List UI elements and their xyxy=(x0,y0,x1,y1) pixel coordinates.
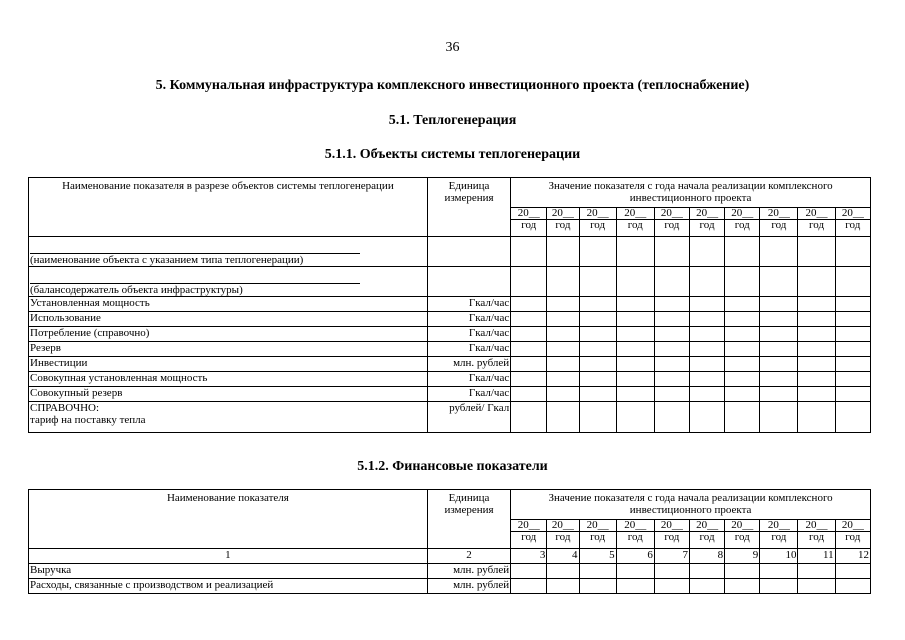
row-name: Установленная мощность xyxy=(29,297,428,312)
column-number: 2 xyxy=(427,549,510,564)
year-suffix: год xyxy=(655,219,689,231)
value-cell[interactable] xyxy=(835,387,870,402)
value-cell[interactable] xyxy=(835,564,870,579)
year-suffix: год xyxy=(725,219,759,231)
year-prefix: 20__ xyxy=(696,519,719,531)
year-suffix: год xyxy=(836,531,870,543)
table-row xyxy=(29,342,871,357)
table-row xyxy=(29,579,871,594)
value-cell[interactable] xyxy=(616,402,654,433)
value-cell[interactable] xyxy=(725,267,760,297)
year-prefix: 20__ xyxy=(586,207,609,219)
value-cell[interactable] xyxy=(835,267,870,297)
column-number: 6 xyxy=(616,549,654,564)
value-cell[interactable] xyxy=(654,579,689,594)
value-cell[interactable] xyxy=(511,564,547,579)
year-header-cell xyxy=(654,520,689,549)
value-cell[interactable] xyxy=(798,237,835,267)
year-header-cell xyxy=(798,208,835,237)
row-label: (наименование объекта с указанием типа теплогенерации) xyxy=(30,254,304,266)
row-unit: Гкал/час xyxy=(427,327,510,342)
value-cell[interactable] xyxy=(579,564,616,579)
year-prefix: 20__ xyxy=(731,207,754,219)
year-prefix: 20__ xyxy=(767,207,790,219)
value-cell[interactable] xyxy=(798,402,835,433)
value-cell[interactable] xyxy=(616,342,654,357)
value-cell[interactable] xyxy=(547,267,579,297)
value-cell[interactable] xyxy=(616,564,654,579)
row-name xyxy=(29,267,428,297)
row-unit xyxy=(427,267,510,297)
value-cell[interactable] xyxy=(798,387,835,402)
year-suffix: год xyxy=(511,219,546,231)
value-cell[interactable] xyxy=(689,327,724,342)
fill-in-line xyxy=(30,239,360,254)
column-number: 10 xyxy=(760,549,798,564)
year-header-cell xyxy=(654,208,689,237)
value-cell[interactable] xyxy=(579,579,616,594)
table1-title: 5.1.1. Объекты системы теплогенерации xyxy=(324,147,581,162)
value-cell[interactable] xyxy=(835,402,870,433)
value-cell[interactable] xyxy=(760,372,798,387)
value-cell[interactable] xyxy=(579,342,616,357)
value-cell[interactable] xyxy=(579,372,616,387)
table-row xyxy=(29,564,871,579)
value-cell[interactable] xyxy=(654,402,689,433)
year-suffix: год xyxy=(690,531,724,543)
row-name: Выручка xyxy=(29,564,428,579)
value-cell[interactable] xyxy=(725,237,760,267)
value-cell[interactable] xyxy=(654,387,689,402)
value-cell[interactable] xyxy=(579,357,616,372)
year-prefix: 20__ xyxy=(551,519,574,531)
value-cell[interactable] xyxy=(511,267,547,297)
value-cell[interactable] xyxy=(725,387,760,402)
value-cell[interactable] xyxy=(798,327,835,342)
year-header-cell xyxy=(547,208,579,237)
section-heading: 5. Коммунальная инфраструктура комплексного инвестиционного проекта (теплоснабжение) xyxy=(155,78,750,93)
value-cell[interactable] xyxy=(760,357,798,372)
table-row xyxy=(29,387,871,402)
value-cell[interactable] xyxy=(616,579,654,594)
row-unit: Гкал/час xyxy=(427,342,510,357)
year-prefix: 20__ xyxy=(586,519,609,531)
row-name: Расходы, связанные с производством и реализацией xyxy=(29,579,428,594)
value-cell[interactable] xyxy=(760,387,798,402)
row-label-2: тариф на поставку тепла xyxy=(30,414,146,426)
column-number: 8 xyxy=(689,549,724,564)
value-cell[interactable] xyxy=(511,327,547,342)
year-header-cell xyxy=(579,208,616,237)
table-row xyxy=(29,237,871,267)
value-cell[interactable] xyxy=(798,342,835,357)
value-cell[interactable] xyxy=(689,402,724,433)
row-unit: Гкал/час xyxy=(427,387,510,402)
row-unit: Гкал/час xyxy=(427,372,510,387)
value-cell[interactable] xyxy=(547,342,579,357)
col-header-unit: Единица измерения xyxy=(427,178,510,237)
year-prefix: 20__ xyxy=(841,519,864,531)
year-header-cell xyxy=(725,208,760,237)
row-name xyxy=(29,237,428,267)
value-cell[interactable] xyxy=(798,357,835,372)
value-cell[interactable] xyxy=(689,297,724,312)
year-suffix: год xyxy=(760,219,797,231)
row-name: Потребление (справочно) xyxy=(29,327,428,342)
year-suffix: год xyxy=(547,531,578,543)
value-cell[interactable] xyxy=(579,237,616,267)
value-cell[interactable] xyxy=(616,267,654,297)
year-suffix: год xyxy=(836,219,870,231)
value-cell[interactable] xyxy=(798,372,835,387)
value-cell[interactable] xyxy=(547,372,579,387)
year-prefix: 20__ xyxy=(731,519,754,531)
year-suffix: год xyxy=(580,219,616,231)
value-cell[interactable] xyxy=(835,237,870,267)
value-cell[interactable] xyxy=(725,402,760,433)
year-suffix: год xyxy=(798,219,834,231)
column-number: 7 xyxy=(654,549,689,564)
year-header-cell xyxy=(511,208,547,237)
year-suffix: год xyxy=(725,531,759,543)
subsection-heading: 5.1. Теплогенерация xyxy=(388,113,517,128)
row-name: Резерв xyxy=(29,342,428,357)
year-prefix: 20__ xyxy=(805,519,828,531)
value-cell[interactable] xyxy=(616,312,654,327)
value-cell[interactable] xyxy=(654,237,689,267)
value-cell[interactable] xyxy=(725,372,760,387)
value-cell[interactable] xyxy=(835,372,870,387)
value-cell[interactable] xyxy=(725,297,760,312)
value-cell[interactable] xyxy=(689,312,724,327)
value-cell[interactable] xyxy=(760,267,798,297)
value-cell[interactable] xyxy=(616,372,654,387)
value-cell[interactable] xyxy=(725,342,760,357)
year-header-cell xyxy=(689,520,724,549)
row-name: Совокупная установленная мощность xyxy=(29,372,428,387)
table-row xyxy=(29,372,871,387)
col-header-values: Значение показателя с года начала реализации комплексного инвестиционного проекта xyxy=(511,178,871,208)
row-unit: млн. рублей xyxy=(427,564,510,579)
value-cell[interactable] xyxy=(511,237,547,267)
year-header-cell xyxy=(547,520,579,549)
value-cell[interactable] xyxy=(511,357,547,372)
year-prefix: 20__ xyxy=(805,207,828,219)
table2-title: 5.1.2. Финансовые показатели xyxy=(357,459,548,474)
year-suffix: год xyxy=(580,531,616,543)
year-prefix: 20__ xyxy=(517,207,540,219)
column-number: 1 xyxy=(29,549,428,564)
value-cell[interactable] xyxy=(725,312,760,327)
row-unit: млн. рублей xyxy=(427,357,510,372)
value-cell[interactable] xyxy=(798,312,835,327)
value-cell[interactable] xyxy=(579,402,616,433)
value-cell[interactable] xyxy=(511,297,547,312)
value-cell[interactable] xyxy=(689,579,724,594)
row-unit: Гкал/час xyxy=(427,297,510,312)
year-suffix: год xyxy=(655,531,689,543)
col-header-name: Наименование показателя xyxy=(29,490,428,549)
year-header-cell xyxy=(725,520,760,549)
year-suffix: год xyxy=(798,531,834,543)
value-cell[interactable] xyxy=(689,357,724,372)
value-cell[interactable] xyxy=(654,297,689,312)
year-suffix: год xyxy=(617,219,654,231)
value-cell[interactable] xyxy=(547,402,579,433)
year-header-cell xyxy=(798,520,835,549)
value-cell[interactable] xyxy=(760,579,798,594)
value-cell[interactable] xyxy=(616,357,654,372)
row-name: Инвестиции xyxy=(29,357,428,372)
value-cell[interactable] xyxy=(511,372,547,387)
column-number: 9 xyxy=(725,549,760,564)
value-cell[interactable] xyxy=(654,357,689,372)
row-name: Использование xyxy=(29,312,428,327)
column-number: 11 xyxy=(798,549,835,564)
value-cell[interactable] xyxy=(654,564,689,579)
row-name xyxy=(29,402,428,433)
column-number: 12 xyxy=(835,549,870,564)
value-cell[interactable] xyxy=(798,564,835,579)
value-cell[interactable] xyxy=(654,327,689,342)
value-cell[interactable] xyxy=(835,342,870,357)
value-cell[interactable] xyxy=(760,402,798,433)
year-prefix: 20__ xyxy=(767,519,790,531)
value-cell[interactable] xyxy=(579,312,616,327)
row-unit: рублей/ Гкал xyxy=(427,402,510,433)
column-number: 5 xyxy=(579,549,616,564)
value-cell[interactable] xyxy=(725,357,760,372)
value-cell[interactable] xyxy=(835,312,870,327)
row-unit: Гкал/час xyxy=(427,312,510,327)
value-cell[interactable] xyxy=(511,387,547,402)
year-suffix: год xyxy=(760,531,797,543)
value-cell[interactable] xyxy=(760,297,798,312)
value-cell[interactable] xyxy=(511,312,547,327)
value-cell[interactable] xyxy=(579,387,616,402)
row-label: (балансодержатель объекта инфраструктуры) xyxy=(30,284,243,296)
table-row xyxy=(29,312,871,327)
col-header-unit: Единица измерения xyxy=(427,490,510,549)
value-cell[interactable] xyxy=(760,342,798,357)
value-cell[interactable] xyxy=(547,357,579,372)
value-cell[interactable] xyxy=(689,267,724,297)
year-header-cell xyxy=(579,520,616,549)
value-cell[interactable] xyxy=(616,297,654,312)
column-number: 3 xyxy=(511,549,547,564)
value-cell[interactable] xyxy=(760,312,798,327)
value-cell[interactable] xyxy=(547,312,579,327)
value-cell[interactable] xyxy=(725,564,760,579)
value-cell[interactable] xyxy=(689,387,724,402)
value-cell[interactable] xyxy=(547,297,579,312)
heat-generation-objects-table xyxy=(28,177,871,433)
value-cell[interactable] xyxy=(616,387,654,402)
value-cell[interactable] xyxy=(725,579,760,594)
page-number: 36 xyxy=(445,40,460,55)
table-row xyxy=(29,327,871,342)
row-unit xyxy=(427,237,510,267)
column-number: 4 xyxy=(547,549,579,564)
table-row xyxy=(29,357,871,372)
value-cell[interactable] xyxy=(654,372,689,387)
year-header-cell xyxy=(835,520,870,549)
value-cell[interactable] xyxy=(835,579,870,594)
year-prefix: 20__ xyxy=(624,207,647,219)
year-prefix: 20__ xyxy=(624,519,647,531)
value-cell[interactable] xyxy=(798,267,835,297)
value-cell[interactable] xyxy=(511,342,547,357)
value-cell[interactable] xyxy=(579,327,616,342)
value-cell[interactable] xyxy=(835,297,870,312)
value-cell[interactable] xyxy=(760,237,798,267)
col-header-name: Наименование показателя в разрезе объектов системы теплогенерации xyxy=(29,178,428,237)
value-cell[interactable] xyxy=(547,387,579,402)
value-cell[interactable] xyxy=(616,327,654,342)
value-cell[interactable] xyxy=(654,312,689,327)
table-row xyxy=(29,402,871,433)
value-cell[interactable] xyxy=(689,237,724,267)
year-suffix: год xyxy=(617,531,654,543)
col-header-values: Значение показателя с года начала реализации комплексного инвестиционного проекта xyxy=(511,490,871,520)
fill-in-line xyxy=(30,269,360,284)
value-cell[interactable] xyxy=(725,327,760,342)
value-cell[interactable] xyxy=(689,372,724,387)
table-row xyxy=(29,297,871,312)
year-header-cell xyxy=(760,520,798,549)
table-row xyxy=(29,267,871,297)
value-cell[interactable] xyxy=(798,297,835,312)
year-header-cell xyxy=(616,520,654,549)
year-prefix: 20__ xyxy=(696,207,719,219)
value-cell[interactable] xyxy=(547,579,579,594)
year-header-cell xyxy=(760,208,798,237)
value-cell[interactable] xyxy=(616,237,654,267)
value-cell[interactable] xyxy=(579,267,616,297)
row-name: Совокупный резерв xyxy=(29,387,428,402)
year-prefix: 20__ xyxy=(551,207,574,219)
value-cell[interactable] xyxy=(511,402,547,433)
year-header-cell xyxy=(835,208,870,237)
year-header-cell xyxy=(511,520,547,549)
value-cell[interactable] xyxy=(511,579,547,594)
value-cell[interactable] xyxy=(760,564,798,579)
year-suffix: год xyxy=(511,531,546,543)
value-cell[interactable] xyxy=(547,564,579,579)
financial-indicators-table xyxy=(28,489,871,594)
value-cell[interactable] xyxy=(798,579,835,594)
year-suffix: год xyxy=(547,219,578,231)
value-cell[interactable] xyxy=(654,342,689,357)
value-cell[interactable] xyxy=(547,237,579,267)
value-cell[interactable] xyxy=(835,357,870,372)
value-cell[interactable] xyxy=(654,267,689,297)
value-cell[interactable] xyxy=(689,564,724,579)
value-cell[interactable] xyxy=(760,327,798,342)
value-cell[interactable] xyxy=(547,327,579,342)
year-prefix: 20__ xyxy=(517,519,540,531)
year-prefix: 20__ xyxy=(841,207,864,219)
year-header-cell xyxy=(616,208,654,237)
year-prefix: 20__ xyxy=(660,207,683,219)
row-unit: млн. рублей xyxy=(427,579,510,594)
value-cell[interactable] xyxy=(689,342,724,357)
value-cell[interactable] xyxy=(579,297,616,312)
year-prefix: 20__ xyxy=(660,519,683,531)
value-cell[interactable] xyxy=(835,327,870,342)
row-label: СПРАВОЧНО: xyxy=(30,402,100,414)
year-suffix: год xyxy=(690,219,724,231)
year-header-cell xyxy=(689,208,724,237)
